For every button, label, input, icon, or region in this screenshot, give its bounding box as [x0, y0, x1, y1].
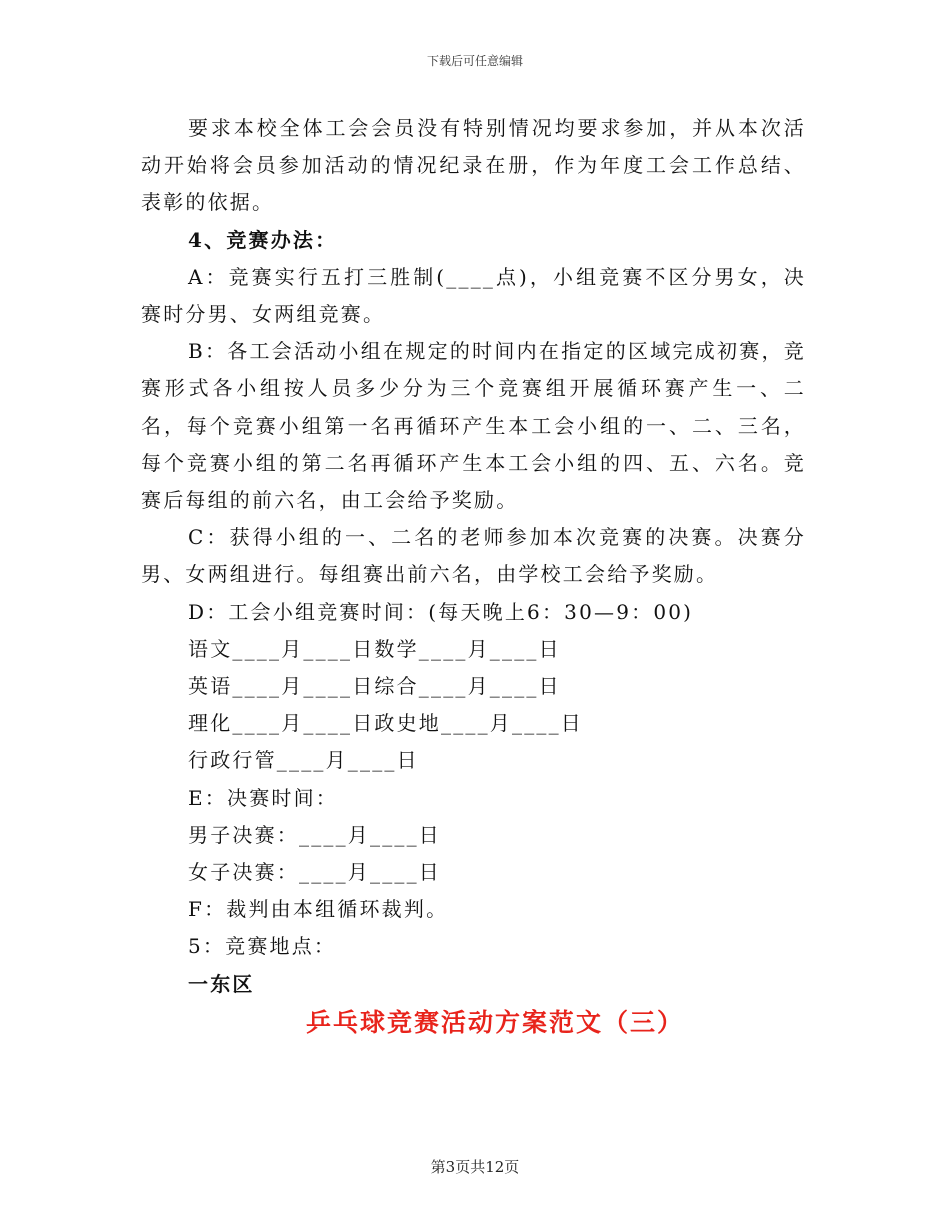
- paragraph-rule-b: B：各工会活动小组在规定的时间内在指定的区域完成初赛，竞赛形式各小组按人员多少分为三个竞赛组开展循环赛产生一、二名，每个竞赛小组第一名再循环产生本工会小组的一、二、三名，每个竞赛小组的第二名再循环产生本工会小组的四、五、六名。竞赛后每组的前六名，由工会给予奖励。: [141, 339, 806, 513]
- section-heading-competition-method: 4、竞赛办法：: [188, 227, 338, 252]
- final-time-heading: E：决赛时间：: [188, 785, 338, 810]
- referee-line: F：裁判由本组循环裁判。: [188, 897, 449, 922]
- paragraph-rule-c: C：获得小组的一、二名的老师参加本次竞赛的决赛。决赛分男、女两组进行。每组赛出前六名，由学校工会给予奖励。: [141, 525, 806, 587]
- final-women-line: 女子决赛：____月____日: [188, 860, 441, 885]
- document-title: 乒乓球竞赛活动方案范文（三）: [305, 1008, 684, 1037]
- page-footer: 第3页共12页: [430, 1158, 520, 1176]
- paragraph-participation: 要求本校全体工会会员没有特别情况均要求参加，并从本次活动开始将会员参加活动的情况纪录在册，作为年度工会工作总结、表彰的依据。: [141, 116, 806, 215]
- schedule-line-admin: 行政行管____月____日: [188, 748, 419, 773]
- final-men-line: 男子决赛：____月____日: [188, 822, 441, 847]
- venue-value: 一东区: [188, 971, 255, 996]
- schedule-line-english-general: 英语____月____日综合____月____日: [188, 674, 561, 699]
- page-header: 下载后可任意编辑: [426, 54, 523, 68]
- venue-heading: 5：竞赛地点：: [188, 934, 337, 959]
- document-body: [141, 110, 806, 1003]
- schedule-line-chinese-math: 语文____月____日数学____月____日: [188, 636, 561, 661]
- schedule-heading: D：工会小组竞赛时间：(每天晚上6：30—9：00): [188, 599, 694, 624]
- schedule-line-science-humanities: 理化____月____日政史地____月____日: [188, 711, 583, 736]
- paragraph-rule-a: A：竞赛实行五打三胜制(____点)，小组竞赛不区分男女，决赛时分男、女两组竞赛。: [141, 264, 806, 327]
